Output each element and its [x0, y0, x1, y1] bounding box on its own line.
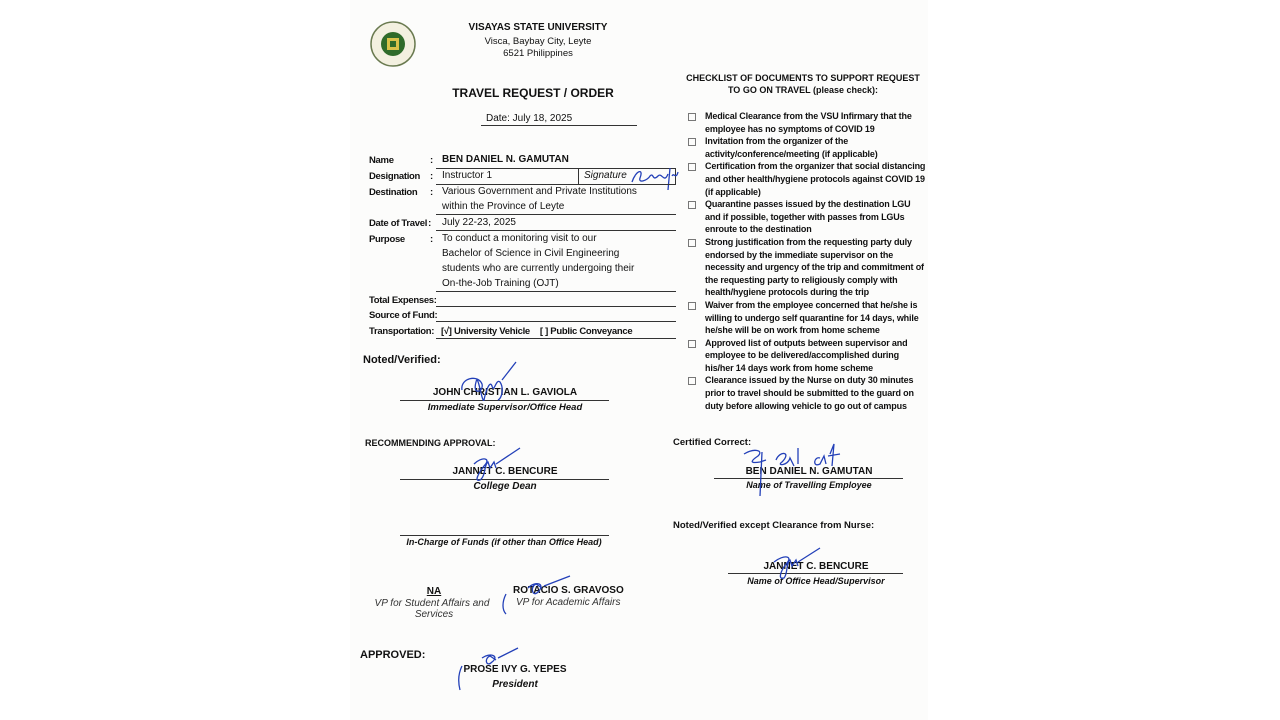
purpose-line-4: On-the-Job Training (OJT)	[442, 278, 559, 289]
checklist	[686, 110, 928, 412]
colon: :	[430, 187, 433, 198]
checklist-item: Quarantine passes issued by the destination LGU and if possible, together with passes from LGUs enroute to the destination	[705, 199, 911, 235]
checklist-checkbox[interactable]	[688, 163, 696, 171]
checklist-item-row	[686, 110, 928, 135]
checklist-item-row	[686, 337, 928, 375]
designation-value: Instructor 1	[442, 170, 493, 181]
destination-line-2: within the Province of Leyte	[442, 201, 565, 212]
university-postal: 6521 Philippines	[503, 48, 573, 59]
checklist-checkbox[interactable]	[688, 138, 696, 146]
president-title: President	[492, 679, 538, 690]
checklist-item-row	[686, 135, 928, 160]
university-address: Visca, Baybay City, Leyte	[484, 36, 592, 47]
vp-student-affairs-title: VP for Student Affairs and	[374, 598, 490, 609]
vp-student-affairs-name: NA	[426, 586, 442, 597]
checklist-item: Waiver from the employee concerned that he/she is willing to undergo self quarantine for 14 days, while he/she will be on work from home scheme	[705, 299, 919, 336]
supervisor-signature	[458, 360, 520, 406]
employee-certified-signature	[740, 442, 845, 498]
checklist-item: Approved list of outputs between supervisor and employee to be delivered/accomplished during his/her 14 days work from home scheme	[705, 337, 908, 373]
destination-label: Destination	[369, 187, 418, 198]
transport-options	[441, 327, 632, 337]
checklist-item: Medical Clearance from the VSU Infirmary that the employee has no symptoms of COVID 19	[705, 111, 912, 134]
checklist-checkbox[interactable]	[688, 302, 696, 310]
checklist-checkbox[interactable]	[688, 201, 696, 209]
checklist-checkbox[interactable]	[688, 377, 696, 385]
office-head-signature	[770, 544, 826, 586]
date-of-travel-label: Date of Travel	[369, 218, 428, 229]
checklist-checkbox[interactable]	[688, 113, 696, 121]
noted-verified-label: Noted/Verified:	[363, 354, 441, 366]
checklist-item-row	[686, 374, 928, 412]
colon: :	[430, 171, 433, 182]
date-of-travel-label-group	[369, 219, 431, 229]
request-date: Date: July 18, 2025	[486, 113, 573, 124]
recommending-approval-label: RECOMMENDING APPROVAL:	[365, 438, 496, 448]
checklist-checkbox[interactable]	[688, 239, 696, 247]
checklist-item: Invitation from the organizer of the activity/conference/meeting (if applicable)	[705, 136, 878, 159]
name-value: BEN DANIEL N. GAMUTAN	[442, 154, 569, 165]
source-of-fund-label: Source of Fund:	[369, 310, 438, 321]
checklist-item-row	[686, 160, 928, 198]
vp-academic-affairs-title: VP for Academic Affairs	[516, 597, 621, 608]
president-name: PROSE IVY G. YEPES	[463, 664, 567, 675]
checklist-item-row	[686, 198, 928, 236]
purpose-line-2: Bachelor of Science in Civil Engineering	[442, 248, 620, 259]
designation-label: Designation	[369, 171, 421, 182]
employee-signature	[630, 164, 680, 192]
total-expenses-label: Total Expenses:	[369, 295, 437, 306]
dean-name: JANNET C. BENCURE	[452, 466, 558, 477]
vp-academic-affairs-signature	[498, 574, 574, 616]
colon: :	[430, 155, 433, 166]
destination-line-1: Various Government and Private Institutions	[442, 186, 637, 197]
supervisor-name: JOHN CHRISTIAN L. GAVIOLA	[432, 387, 578, 398]
office-head-title: Name of Office Head/Supervisor	[747, 576, 885, 586]
checklist-title: CHECKLIST OF DOCUMENTS TO SUPPORT REQUEST	[686, 73, 920, 83]
checklist-item-row	[686, 299, 928, 337]
university-name: VISAYAS STATE UNIVERSITY	[468, 22, 608, 33]
office-head-name: JANNET C. BENCURE	[763, 561, 869, 572]
transport-public-conveyance-checkbox[interactable]: [ ] Public Conveyance	[539, 326, 633, 337]
supervisor-title: Immediate Supervisor/Office Head	[427, 402, 583, 413]
name-label: Name	[369, 155, 394, 166]
checklist-title-2: TO GO ON TRAVEL (please check):	[727, 85, 879, 95]
checklist-item: Certification from the organizer that social distancing and other health/hygiene protocols against COVID 19 (if applicable)	[705, 161, 926, 197]
signature-label: Signature	[584, 170, 627, 181]
checklist-checkbox[interactable]	[688, 340, 696, 348]
approved-label: APPROVED:	[360, 649, 426, 661]
colon: :	[430, 234, 433, 245]
purpose-line-3: students who are currently undergoing their	[442, 263, 635, 274]
certified-correct-label: Certified Correct:	[673, 437, 752, 448]
page-title: TRAVEL REQUEST / ORDER	[452, 86, 614, 100]
purpose-line-1: To conduct a monitoring visit to our	[442, 233, 597, 244]
colon: :	[428, 218, 431, 229]
funds-incharge-title: In-Charge of Funds (if other than Office Head)	[406, 537, 602, 547]
vp-academic-affairs-name: ROTACIO S. GRAVOSO	[513, 585, 624, 596]
noted-except-nurse-label: Noted/Verified except Clearance from Nurse:	[673, 520, 875, 531]
president-signature	[452, 646, 522, 692]
employee-title: Name of Travelling Employee	[746, 480, 872, 490]
vp-student-affairs-title-2: Services	[414, 609, 454, 620]
checklist-item: Clearance issued by the Nurse on duty 30 minutes prior to travel should be submitted to the guard on duty before allowing vehicle to go out of campus	[705, 375, 914, 411]
date-of-travel-value: July 22-23, 2025	[442, 217, 516, 228]
checklist-item-row	[686, 236, 928, 299]
purpose-label: Purpose	[369, 234, 405, 245]
transportation-label: Transportation:	[369, 326, 435, 337]
checklist-item: Strong justification from the requesting party duly endorsed by the immediate supervisor on the necessity and urgency of the trip and commitment of the requesting party to religiously comply with health/hygiene protocols during the trip	[705, 236, 924, 298]
dean-signature	[468, 446, 524, 486]
dean-title: College Dean	[473, 481, 537, 492]
employee-name: BEN DANIEL N. GAMUTAN	[745, 466, 873, 477]
university-seal-logo	[369, 20, 419, 70]
transport-university-vehicle-checkbox[interactable]: [√] University Vehicle	[441, 326, 530, 337]
